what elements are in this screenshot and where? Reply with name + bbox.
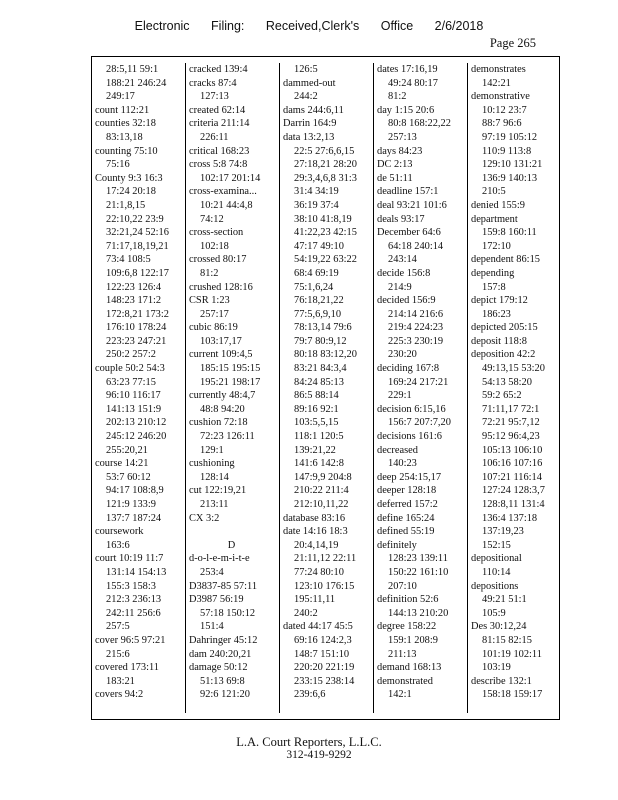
index-entry-pages: 22:10,22 23:9 [106, 213, 164, 225]
index-column-1 [92, 63, 186, 713]
index-entry-pages: 172:8,21 173:2 [106, 308, 169, 320]
index-entry: count 112:21 [95, 104, 150, 116]
index-entry-pages: 32:21,24 52:16 [106, 227, 169, 239]
index-entry-pages: 21:1,8,15 [106, 199, 146, 211]
index-entry-pages: 126:5 [294, 64, 318, 75]
index-entry: denied 155:9 [471, 199, 525, 211]
index-entry: deals 93:17 [377, 213, 425, 225]
index-entry-pages: 140:23 [388, 458, 417, 470]
index-entry-pages: 244:2 [294, 91, 318, 103]
index-entry: couple 50:2 54:3 [95, 363, 165, 375]
index-entry-pages: 148:7 151:10 [294, 648, 350, 660]
index-entry-pages: 249:17 [106, 91, 135, 103]
index-entry: current 109:4,5 [189, 349, 253, 361]
index-entry-pages: 21:11,12 22:11 [294, 553, 357, 565]
index-frame [91, 56, 560, 720]
index-entry-pages: 57:18 150:12 [200, 607, 256, 619]
index-entry-pages: 128:14 [200, 471, 229, 483]
index-entry-pages: 94:17 108:8,9 [106, 485, 164, 497]
index-entry: database 83:16 [283, 512, 346, 524]
index-entry-pages: 245:12 246:20 [106, 431, 167, 443]
index-entry-pages: 157:8 [482, 281, 506, 293]
index-entry-pages: 88:7 96:6 [482, 118, 522, 130]
index-entry-pages: 156:7 207:7,20 [388, 417, 451, 429]
index-entry: define 165:24 [377, 512, 435, 524]
index-entry: describe 132:1 [471, 675, 532, 687]
index-entry: DC 2:13 [377, 159, 413, 171]
index-entry-pages: 10:12 23:7 [482, 104, 527, 116]
index-entry-pages: 195:11,11 [294, 594, 336, 606]
index-entry: counties 32:18 [95, 118, 156, 130]
index-entry-pages: 243:14 [388, 254, 417, 266]
index-entry-pages: 250:2 257:2 [106, 349, 156, 361]
index-entry-pages: 137:7 187:24 [106, 512, 162, 524]
index-entry-pages: 107:21 116:14 [482, 471, 542, 483]
index-entry-pages: 95:12 96:4,23 [482, 431, 540, 443]
index-entry-pages: 68:4 69:19 [294, 267, 339, 279]
index-entry-pages: 128:8,11 131:4 [482, 499, 545, 510]
index-entry-pages: 223:23 247:21 [106, 335, 167, 347]
index-entry: depict 179:12 [471, 295, 528, 307]
index-entry: cross-section [189, 227, 244, 239]
index-entry-pages: 219:4 224:23 [388, 322, 444, 334]
index-entry-pages: 41:22,23 42:15 [294, 227, 357, 239]
index-entry-pages: 139:21,22 [294, 444, 336, 456]
index-entry-pages: 77:5,6,9,10 [294, 308, 342, 320]
index-entry-pages: 71:17,18,19,21 [106, 240, 169, 252]
index-entry: course 14:21 [95, 458, 149, 470]
index-entry: D3837-85 57:11 [189, 580, 258, 592]
index-entry: depositions [471, 580, 519, 592]
index-entry-pages: 78:13,14 79:6 [294, 322, 352, 334]
index-entry: created 62:14 [189, 104, 246, 116]
index-entry: cracked 139:4 [189, 64, 248, 75]
index-entry: deadline 157:1 [377, 186, 439, 198]
index-entry-pages: 159:1 208:9 [388, 634, 438, 646]
index-entry-pages: 229:1 [388, 390, 412, 402]
index-entry-pages: 81:2 [200, 267, 219, 279]
index-entry-pages: 159:8 160:11 [482, 227, 537, 239]
index-entry-pages: 169:24 217:21 [388, 376, 449, 388]
index-entry: deeper 128:18 [377, 485, 437, 497]
index-entry-pages: 128:23 139:11 [388, 553, 448, 565]
index-entry-pages: 220:20 221:19 [294, 662, 355, 674]
index-entry-pages: 127:13 [200, 91, 229, 103]
index-entry-pages: 240:2 [294, 607, 318, 619]
index-entry-pages: 110:14 [482, 566, 511, 578]
index-entry-pages: 81:2 [388, 91, 407, 103]
index-entry: decision 6:15,16 [377, 403, 446, 415]
index-entry-pages: 158:18 159:17 [482, 689, 543, 701]
index-entry: currently 48:4,7 [189, 390, 256, 402]
index-entry-pages: 242:11 256:6 [106, 607, 161, 619]
index-entry: counting 75:10 [95, 145, 158, 157]
index-entry-pages: 148:23 171:2 [106, 295, 162, 307]
index-entry-pages: 63:23 77:15 [106, 376, 156, 388]
header-electronic: Electronic [134, 19, 190, 33]
index-entry-pages: 74:12 [200, 213, 224, 225]
index-entry-pages: 47:17 49:10 [294, 240, 344, 252]
index-entry-pages: 59:2 65:2 [482, 390, 522, 402]
index-entry: demonstrated [377, 675, 433, 687]
header-received: Received,Clerk's [265, 19, 360, 33]
index-entry: deciding 167:8 [377, 363, 440, 375]
index-entry: days 84:23 [377, 145, 423, 157]
index-entry-pages: 225:3 230:19 [388, 335, 444, 347]
index-entry: criteria 211:14 [189, 118, 250, 130]
index-column-5 [468, 63, 561, 713]
index-entry-pages: 129:1 [200, 444, 224, 456]
index-entry: demonstrative [471, 91, 530, 103]
index-entry-pages: 31:4 34:19 [294, 186, 339, 198]
index-entry-pages: 118:1 120:5 [294, 431, 344, 443]
index-entry-pages: 81:15 82:15 [482, 634, 532, 646]
index-entry: cushion 72:18 [189, 417, 248, 429]
index-entry-pages: 136:4 137:18 [482, 512, 538, 524]
index-entry: deferred 157:2 [377, 499, 438, 510]
index-entry: covered 173:11 [95, 662, 159, 674]
footer-phone: 312-419-9292 [286, 749, 352, 761]
index-entry: decreased [377, 444, 418, 456]
index-entry-pages: 183:21 [106, 675, 135, 687]
index-entry: cubic 86:19 [189, 322, 238, 334]
index-entry-pages: 212:3 236:13 [106, 594, 162, 606]
header-office: Office [380, 19, 414, 33]
index-entry-pages: 129:10 131:21 [482, 159, 543, 171]
index-entry-pages: 86:5 88:14 [294, 390, 339, 402]
index-entry-pages: 210:5 [482, 186, 506, 198]
index-entry: date 14:16 18:3 [283, 526, 348, 538]
index-entry: depositional [471, 553, 522, 565]
index-entry-pages: 253:4 [200, 566, 224, 578]
index-entry: cracks 87:4 [189, 77, 237, 89]
index-entry: cover 96:5 97:21 [95, 634, 166, 646]
footer-company: L.A. Court Reporters, L.L.C. [236, 735, 382, 749]
index-entry: demand 168:13 [377, 662, 442, 674]
index-entry: department [471, 213, 518, 225]
index-entry-pages: 49:24 80:17 [388, 77, 438, 89]
index-entry-pages: 71:11,17 72:1 [482, 403, 540, 415]
index-entry-pages: 163:6 [106, 539, 130, 551]
index-entry-pages: 122:23 126:4 [106, 281, 162, 293]
index-column-3 [280, 63, 374, 713]
index-entry-pages: 54:13 58:20 [482, 376, 532, 388]
index-entry: cushioning [189, 458, 235, 470]
index-entry: cut 122:19,21 [189, 485, 247, 497]
index-entry-pages: 176:10 178:24 [106, 322, 167, 334]
index-entry-pages: 49:21 51:1 [482, 594, 527, 606]
index-entry: cross 5:8 74:8 [189, 159, 248, 171]
index-entry-pages: 172:10 [482, 240, 511, 252]
section-letter: D [227, 539, 236, 551]
index-entry-pages: 226:11 [200, 131, 229, 143]
index-entry-pages: 152:15 [482, 539, 511, 551]
index-entry-pages: 20:4,14,19 [294, 539, 339, 551]
index-entry: CX 3:2 [189, 512, 220, 524]
index-entry-pages: 257:5 [106, 621, 130, 633]
index-entry: deep 254:15,17 [377, 471, 442, 483]
index-entry-pages: 142:21 [482, 77, 511, 89]
index-entry: crossed 80:17 [189, 254, 247, 266]
index-entry-pages: 233:15 238:14 [294, 675, 355, 687]
index-entry-pages: 22:5 27:6,6,15 [294, 145, 355, 157]
index-entry-pages: 121:9 133:9 [106, 499, 156, 510]
index-entry: defined 55:19 [377, 526, 435, 538]
index-entry-pages: 53:7 60:12 [106, 471, 151, 483]
index-entry: Des 30:12,24 [471, 621, 527, 633]
index-entry-pages: 207:10 [388, 580, 417, 592]
index-entry: County 9:3 16:3 [95, 172, 163, 184]
index-entry-pages: 257:17 [200, 308, 229, 320]
index-entry-pages: 76:18,21,22 [294, 295, 344, 307]
index-entry-pages: 80:8 168:22,22 [388, 118, 451, 130]
filing-header [0, 19, 618, 33]
index-entry: decisions 161:6 [377, 431, 442, 443]
index-entry: Darrin 164:9 [283, 118, 337, 130]
index-entry: dependent 86:15 [471, 254, 540, 266]
index-entry-pages: 210:22 211:4 [294, 485, 349, 497]
index-entry-pages: 69:16 124:2,3 [294, 634, 352, 646]
index-entry-pages: 101:19 102:11 [482, 648, 542, 660]
index-entry-pages: 255:20,21 [106, 444, 148, 456]
index-entry-pages: 73:4 108:5 [106, 254, 151, 266]
index-entry-pages: 17:24 20:18 [106, 186, 156, 198]
index-entry-pages: 105:9 [482, 607, 506, 619]
index-entry-pages: 29:3,4,6,8 31:3 [294, 172, 357, 184]
index-entry: dammed-out [283, 77, 336, 89]
index-entry: definitely [377, 539, 417, 551]
index-entry: cross-examina... [189, 186, 257, 198]
index-entry-pages: 239:6,6 [294, 689, 326, 701]
page-number: Page 265 [489, 36, 536, 50]
index-entry-pages: 96:10 116:17 [106, 390, 161, 402]
index-entry-pages: 38:10 41:8,19 [294, 213, 352, 225]
index-entry: dated 44:17 45:5 [283, 621, 353, 633]
index-entry-pages: 131:14 154:13 [106, 566, 167, 578]
index-entry-pages: 186:23 [482, 308, 511, 320]
index-entry-pages: 83:21 84:3,4 [294, 363, 347, 375]
index-entry: covers 94:2 [95, 689, 144, 701]
index-entry-pages: 214:14 216:6 [388, 308, 444, 320]
index-entry: decided 156:9 [377, 295, 436, 307]
index-entry-pages: 142:1 [388, 689, 412, 701]
index-entry-pages: 109:6,8 122:17 [106, 267, 169, 279]
index-entry-pages: 97:19 105:12 [482, 131, 538, 143]
index-entry: CSR 1:23 [189, 295, 230, 307]
index-entry: coursework [95, 526, 144, 538]
header-date: 2/6/2018 [434, 19, 484, 33]
index-entry-pages: 127:24 128:3,7 [482, 485, 545, 497]
index-entry: demonstrates [471, 64, 526, 75]
index-entry-pages: 28:5,11 59:1 [106, 64, 159, 75]
index-entry-pages: 48:8 94:20 [200, 403, 245, 415]
index-entry-pages: 123:10 176:15 [294, 580, 355, 592]
index-entry-pages: 155:3 158:3 [106, 580, 156, 592]
index-entry-pages: 84:24 85:13 [294, 376, 344, 388]
index-entry: de 51:11 [377, 172, 413, 184]
index-entry-pages: 106:16 107:16 [482, 458, 543, 470]
index-entry-pages: 141:6 142:8 [294, 458, 344, 470]
index-entry-pages: 230:20 [388, 349, 417, 361]
index-entry: degree 158:22 [377, 621, 437, 633]
index-entry: deal 93:21 101:6 [377, 199, 447, 211]
index-entry-pages: 79:7 80:9,12 [294, 335, 347, 347]
index-entry-pages: 150:22 161:10 [388, 566, 449, 578]
index-entry: depicted 205:15 [471, 322, 538, 334]
index-entry-pages: 72:23 126:11 [200, 431, 255, 443]
index-entry-pages: 27:18,21 28:20 [294, 159, 357, 171]
index-entry-pages: 215:6 [106, 648, 130, 660]
index-entry-pages: 212:10,11,22 [294, 499, 349, 510]
index-entry-pages: 77:24 80:10 [294, 566, 344, 578]
index-entry-pages: 110:9 113:8 [482, 145, 532, 157]
index-entry-pages: 75:1,6,24 [294, 281, 334, 293]
index-entry-pages: 257:13 [388, 131, 417, 143]
index-entry-pages: 103:5,5,15 [294, 417, 339, 429]
index-entry-pages: 102:18 [200, 240, 229, 252]
index-entry-pages: 51:13 69:8 [200, 675, 245, 687]
index-entry-pages: 185:15 195:15 [200, 363, 261, 375]
index-entry: dam 240:20,21 [189, 648, 252, 660]
index-column-2 [186, 63, 280, 713]
index-entry-pages: 195:21 198:17 [200, 376, 261, 388]
index-entry-pages: 202:13 210:12 [106, 417, 167, 429]
index-entry-pages: 147:9,9 204:8 [294, 471, 352, 483]
index-entry: d-o-l-e-m-i-t-e [189, 553, 250, 565]
index-entry-pages: 105:13 106:10 [482, 444, 543, 456]
index-entry: depending [471, 267, 515, 279]
index-entry-pages: 54:19,22 63:22 [294, 254, 357, 266]
index-column-4 [374, 63, 468, 713]
index-entry-pages: 103:19 [482, 662, 511, 674]
index-entry-pages: 214:9 [388, 281, 412, 293]
index-entry: crushed 128:16 [189, 281, 253, 293]
index-entry-pages: 144:13 210:20 [388, 607, 449, 619]
index-entry: dates 17:16,19 [377, 64, 438, 75]
index-entry-pages: 36:19 37:4 [294, 199, 339, 211]
index-entry-pages: 92:6 121:20 [200, 689, 250, 701]
index-entry: deposition 42:2 [471, 349, 536, 361]
index-entry-pages: 136:9 140:13 [482, 172, 538, 184]
index-entry: data 13:2,13 [283, 131, 335, 143]
index-entry-pages: 102:17 201:14 [200, 172, 261, 184]
index-entry [186, 525, 279, 539]
index-entry-pages: 64:18 240:14 [388, 240, 444, 252]
index-entry: day 1:15 20:6 [377, 104, 435, 116]
index-entry: D3987 56:19 [189, 594, 244, 606]
index-entry-pages: 213:11 [200, 499, 229, 510]
index-entry-pages: 89:16 92:1 [294, 403, 339, 415]
index-entry-pages: 80:18 83:12,20 [294, 349, 357, 361]
index-entry: critical 168:23 [189, 145, 250, 157]
index-entry: Dahringer 45:12 [189, 634, 258, 646]
header-filing: Filing: [211, 19, 245, 33]
index-entry-pages: 211:13 [388, 648, 417, 660]
index-entry: decide 156:8 [377, 267, 431, 279]
index-entry: deposit 118:8 [471, 335, 527, 347]
index-entry: damage 50:12 [189, 662, 248, 674]
index-entry-pages: 75:16 [106, 159, 130, 171]
index-entry: dams 244:6,11 [283, 104, 344, 116]
index-entry: December 64:6 [377, 227, 441, 239]
index-entry-pages: 151:4 [200, 621, 224, 633]
index-entry-pages: 141:13 151:9 [106, 403, 162, 415]
index-entry-pages: 103:17,17 [200, 335, 242, 347]
index-entry: definition 52:6 [377, 594, 439, 606]
index-entry-pages: 49:13,15 53:20 [482, 363, 545, 375]
index-entry-pages: 10:21 44:4,8 [200, 199, 253, 211]
index-entry-pages: 137:19,23 [482, 526, 524, 538]
index-entry: court 10:19 11:7 [95, 553, 164, 565]
index-entry-pages: 72:21 95:7,12 [482, 417, 540, 429]
index-entry-pages: 188:21 246:24 [106, 77, 167, 89]
index-entry-pages: 83:13,18 [106, 131, 143, 143]
